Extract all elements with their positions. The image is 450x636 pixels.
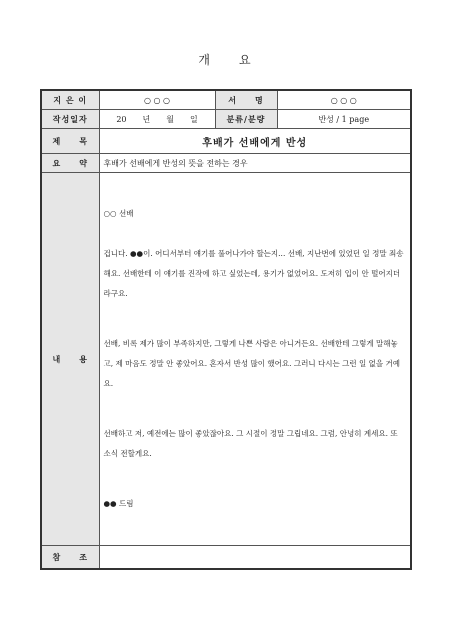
reference-row bbox=[41, 546, 411, 570]
subject-label: 제 목 bbox=[41, 129, 99, 154]
summary-row bbox=[41, 154, 411, 173]
date-label: 작성일자 bbox=[41, 110, 99, 129]
document-title bbox=[0, 51, 450, 68]
summary-label: 요 약 bbox=[41, 154, 99, 173]
content-row bbox=[41, 173, 411, 546]
author-label: 지 은 이 bbox=[41, 90, 99, 110]
content-label: 내 용 bbox=[41, 173, 99, 546]
author-row bbox=[41, 90, 411, 110]
signature-value: ○ ○ ○ bbox=[277, 90, 411, 110]
letter-greeting: ○○ 선배 bbox=[103, 209, 134, 218]
letter-paragraph-1: 겁니다. ●●이. 어디서부터 얘기를 풀어나가야 할는지... 선배, 지난번에 있었던 일 정말 죄송해요. 선배한테 이 얘기를 진작에 하고 싶었는데, 용기가 없었어요. 도저히 입이 안 떨어지더라구요. bbox=[103, 249, 404, 298]
category-value: 반성 / 1 page bbox=[277, 110, 411, 129]
category-label: 분류/분량 bbox=[215, 110, 277, 129]
title-char-1: 개 bbox=[198, 53, 211, 67]
title-char-2: 요 bbox=[239, 53, 252, 67]
author-value: ○ ○ ○ bbox=[99, 90, 215, 110]
letter-paragraph-2: 선배, 비록 제가 많이 부족하지만, 그렇게 나쁜 사람은 아니거든요. 선배한테 그렇게 말해놓고, 제 마음도 정말 안 좋았어요. 혼자서 반성 많이 했어요. 그러니 다시는 그런 일 없을 거예요. bbox=[103, 339, 400, 388]
summary-form-table bbox=[40, 89, 412, 570]
date-value: 20 년 월 일 bbox=[99, 110, 215, 129]
letter-closing: ●● 드림 bbox=[103, 499, 134, 508]
subject-row bbox=[41, 129, 411, 154]
date-row bbox=[41, 110, 411, 129]
signature-label: 서 명 bbox=[215, 90, 277, 110]
reference-value bbox=[99, 546, 411, 570]
subject-value: 후배가 선배에게 반성 bbox=[99, 129, 411, 154]
letter-paragraph-3: 선배하고 저, 예전에는 많이 좋았잖아요. 그 시절이 정말 그립네요. 그럼, 안녕히 계세요. 또 소식 전할게요. bbox=[103, 429, 398, 458]
reference-label: 참 조 bbox=[41, 546, 99, 570]
content-body bbox=[99, 173, 411, 546]
summary-value: 후배가 선배에게 반성의 뜻을 전하는 경우 bbox=[99, 154, 411, 173]
